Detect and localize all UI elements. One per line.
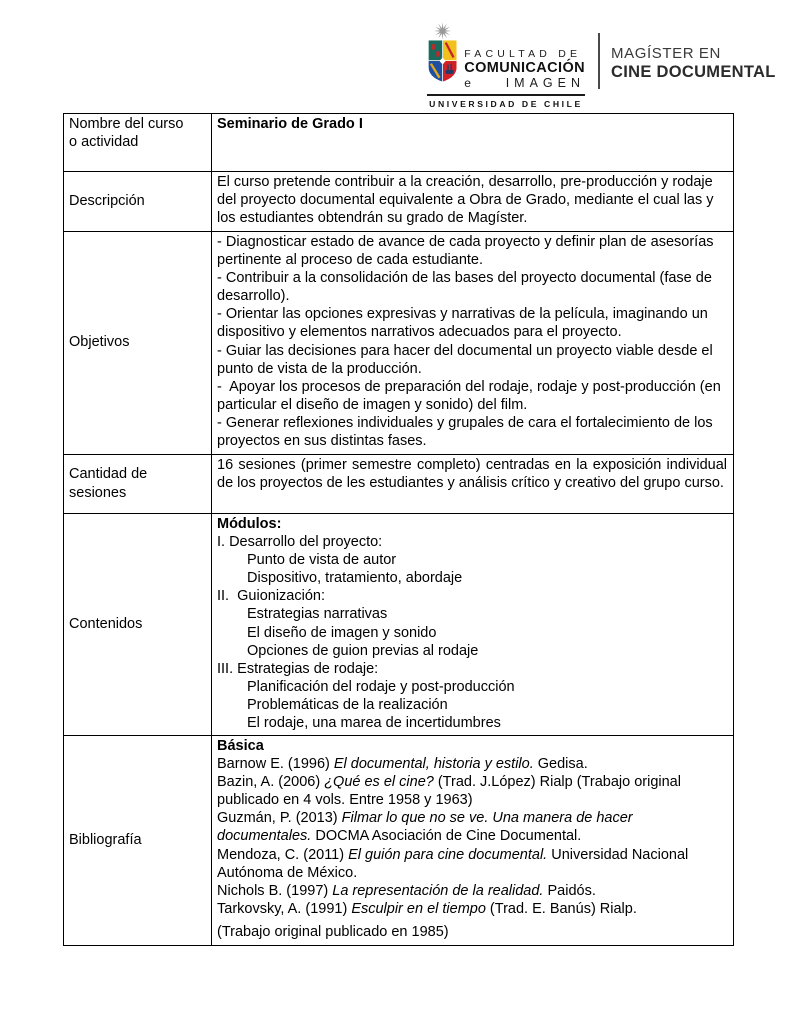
row-label-nombre: Nombre del curso o actividad	[64, 114, 212, 172]
content-line: Punto de vista de autor	[247, 552, 397, 569]
bib-publisher: Gedisa.	[533, 756, 588, 773]
row-value-nombre	[212, 114, 734, 172]
university-name: UNIVERSIDAD DE CHILE	[429, 99, 583, 109]
content-line: Opciones de guion previas al rodaje	[247, 642, 479, 659]
sessions-description: 16 sesiones (primer semestre completo) centradas en la exposición individual de los proyectos de les estudiantes y análisis crítico y creativo del grupo curso.	[217, 457, 732, 492]
content-line: Planificación del rodaje y post-producción	[247, 678, 515, 695]
bib-author: Tarkovsky, A. (1991)	[217, 900, 352, 917]
bib-publisher: DOCMA Asociación de Cine Documental.	[311, 828, 582, 845]
bib-publisher: (Trad. E. Banús) Rialp.	[485, 900, 637, 917]
bib-author: Barnow E. (1996)	[217, 756, 334, 773]
logo-comunicacion-line: COMUNICACIÓN	[464, 60, 585, 76]
contents-heading: Módulos:	[217, 516, 282, 532]
bib-publisher: Paidós.	[543, 882, 596, 899]
bibliography-entry	[217, 882, 727, 900]
row-label-objetivos: Objetivos	[64, 232, 212, 455]
logo-divider-rule	[427, 94, 585, 96]
bibliography-entry	[217, 773, 727, 809]
row-value-descripcion	[212, 172, 734, 232]
table-row-descripcion	[64, 172, 734, 232]
star-icon	[434, 22, 451, 39]
table-row-sesiones	[64, 455, 734, 514]
row-label-bibliografia: Bibliografía	[64, 736, 212, 946]
course-title: Seminario de Grado I	[217, 116, 363, 132]
content-line: El rodaje, una marea de incertidumbres	[247, 715, 501, 732]
row-value-objetivos	[212, 232, 734, 455]
bib-author: Bazin, A. (2006)	[217, 774, 325, 791]
program-line1: MAGÍSTER EN	[611, 45, 721, 62]
bibliography-heading: Básica	[217, 738, 264, 754]
row-value-sesiones	[212, 455, 734, 514]
bib-author: Mendoza, C. (2011)	[217, 846, 349, 863]
course-syllabus-table	[63, 113, 734, 946]
objective-item: - Contribuir a la consolidación de las bases del proyecto documental (fase de desarrollo).	[217, 270, 716, 305]
objective-item: - Orientar las opciones expresivas y narrativas de la película, imaginando un dispositivo y elementos narrativos adecuados para el proyecto.	[217, 306, 712, 341]
objective-item: - Apoyar los procesos de preparación del rodaje, rodaje y post-producción (en particular el diseño de imagen y sonido) del film.	[217, 378, 725, 413]
bib-publisher: Universidad Nacional Autónoma de México.	[217, 846, 692, 881]
bib-author: Guzmán, P. (2013)	[217, 810, 342, 827]
row-label-descripcion: Descripción	[64, 172, 212, 232]
program-line2: CINE DOCUMENTAL	[611, 63, 776, 81]
letterhead	[427, 13, 776, 109]
bib-publisher: (Trad. J.López) Rialp (Trabajo original publicado en 4 vols. Entre 1958 y 1963)	[217, 774, 685, 809]
bibliography-entry	[217, 809, 727, 845]
university-shield-logo	[427, 13, 458, 91]
content-line: Problemáticas de la realización	[247, 696, 448, 713]
bib-title: Esculpir en el tiempo	[351, 900, 486, 917]
objective-item: - Guiar las decisiones para hacer del documental un proyecto viable desde el punto de vista de la producción.	[217, 342, 717, 377]
logo-imagen-line	[464, 76, 585, 90]
bibliography-entry	[217, 755, 727, 773]
table-row-bibliografia	[64, 736, 734, 946]
content-line: El diseño de imagen y sonido	[247, 624, 437, 641]
row-value-bibliografia	[212, 736, 734, 946]
table-row-objetivos	[64, 232, 734, 455]
table-row-nombre	[64, 114, 734, 172]
objective-item: - Generar reflexiones individuales y grupales de cara el fortalecimiento de los proyectos en sus distintas fases.	[217, 414, 717, 450]
content-line: Dispositivo, tratamiento, abordaje	[247, 570, 463, 587]
header-vertical-divider	[598, 33, 600, 89]
content-line: I. Desarrollo del proyecto:	[217, 534, 383, 551]
bibliography-entry	[217, 846, 727, 882]
bib-title: ¿Qué es el cine?	[324, 774, 434, 791]
bib-author: Nichols B. (1997)	[217, 882, 333, 899]
bib-title: El documental, historia y estilo.	[333, 756, 534, 773]
course-description: El curso pretende contribuir a la creación, desarrollo, pre-producción y rodaje del proyecto documental equivalente a Obra de Grado, mediante el cual las y los estudiantes obtendrán su grado de Magíster.	[217, 174, 718, 227]
logo-e: e	[464, 76, 471, 90]
objective-item: - Diagnosticar estado de avance de cada proyecto y definir plan de asesorías pertinente al proceso de cada estudiante.	[217, 234, 718, 269]
row-label-sesiones: Cantidad de sesiones	[64, 455, 212, 514]
logo-imagen: IMAGEN	[505, 76, 585, 90]
bibliography-entry	[217, 900, 727, 918]
logo-facultad-line: FACULTAD DE	[464, 48, 582, 60]
bib-title: El guión para cine documental.	[348, 846, 548, 863]
content-line: Estrategias narrativas	[247, 606, 388, 623]
table-row-contenidos	[64, 514, 734, 736]
program-title	[611, 45, 776, 82]
bib-title: Filmar lo que no se ve. Una manera de hacer documentales.	[217, 810, 637, 845]
bib-title: La representación de la realidad.	[332, 882, 544, 899]
content-line: III. Estrategias de rodaje:	[217, 660, 379, 677]
row-value-contenidos	[212, 514, 734, 736]
row-label-contenidos: Contenidos	[64, 514, 212, 736]
faculty-logo	[427, 13, 585, 109]
content-line: II. Guionización:	[217, 588, 325, 605]
bibliography-note: (Trabajo original publicado en 1985)	[217, 923, 449, 940]
